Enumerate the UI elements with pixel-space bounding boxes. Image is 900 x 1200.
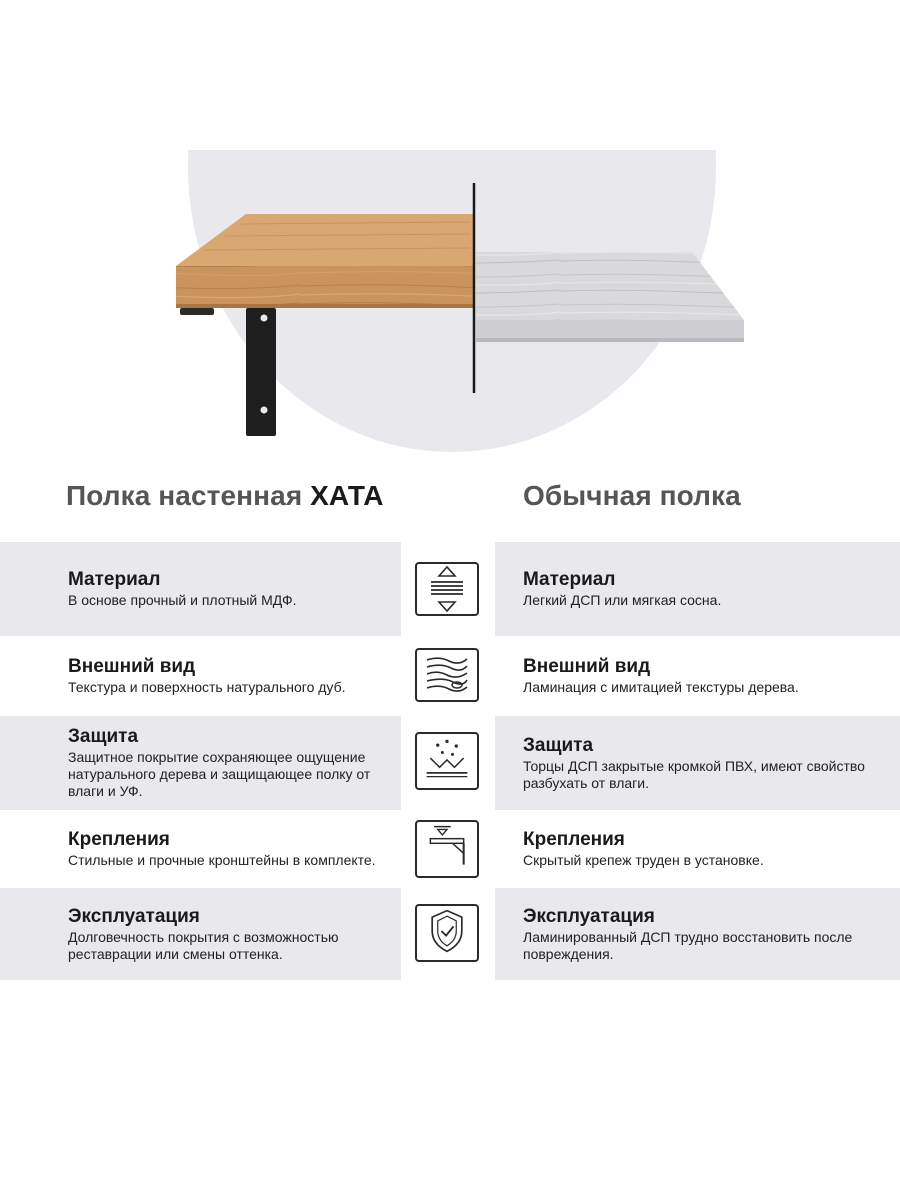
regular-card xyxy=(495,810,900,888)
card-title: Крепления xyxy=(68,829,170,850)
card-text: Текстура и поверхность натурального дуб. xyxy=(68,679,346,695)
hero-illustration xyxy=(0,0,900,470)
moisture-protection-icon xyxy=(415,732,479,790)
xata-card xyxy=(0,636,401,716)
card-title: Защита xyxy=(68,726,139,747)
xata-card xyxy=(0,888,401,980)
card-text: Долговечность покрытия с возможностью реставрации или смены оттенка. xyxy=(68,928,339,962)
heading-xata-shelf: Полка настенная ХАТА xyxy=(66,480,384,511)
wall-bracket-icon xyxy=(415,820,479,878)
card-title: Материал xyxy=(68,569,161,590)
comparison-row-usage xyxy=(0,888,900,980)
grey-shelf-top xyxy=(476,252,744,320)
card-title: Эксплуатация xyxy=(68,905,200,927)
shelf-comparison-image xyxy=(0,0,900,470)
card-title: Эксплуатация xyxy=(523,905,655,927)
shelf-bracket xyxy=(246,308,276,436)
comparison-row-protection xyxy=(0,716,900,810)
wood-grain-icon xyxy=(415,648,479,702)
shield-check-icon xyxy=(415,904,479,962)
xata-card xyxy=(0,810,401,888)
oak-shelf-top xyxy=(176,214,474,266)
xata-card xyxy=(0,542,401,636)
regular-card xyxy=(495,542,900,636)
comparison-row-appearance xyxy=(0,636,900,716)
xata-card xyxy=(0,716,401,810)
card-text: Ламинация с имитацией текстуры дерева. xyxy=(523,679,799,695)
regular-card xyxy=(495,716,900,810)
card-text: Скрытый крепеж труден в установке. xyxy=(523,852,764,868)
heading-regular-shelf: Обычная полка xyxy=(523,480,741,511)
card-title: Защита xyxy=(523,734,594,756)
regular-card xyxy=(495,636,900,716)
card-text: В основе прочный и плотный МДФ. xyxy=(68,592,297,608)
layers-compress-icon xyxy=(415,562,479,616)
oak-shelf-front xyxy=(176,266,474,308)
regular-card xyxy=(495,888,900,980)
card-title: Внешний вид xyxy=(68,656,196,677)
card-text: Торцы ДСП закрытые кромкой ПВХ, имеют свойство разбухать от влаги. xyxy=(523,757,865,791)
card-text: Защитное покрытие сохраняющее ощущение натурального дерева и защищающее полку от влаги и УФ. xyxy=(68,749,371,799)
brand-name: ХАТА xyxy=(310,480,384,511)
card-title: Крепления xyxy=(523,829,625,850)
comparison-row-mounting xyxy=(0,810,900,888)
card-text: Стильные и прочные кронштейны в комплекте. xyxy=(68,852,376,868)
card-title: Внешний вид xyxy=(523,656,651,677)
card-text: Легкий ДСП или мягкая сосна. xyxy=(523,592,722,608)
card-text: Ламинированный ДСП трудно восстановить после повреждения. xyxy=(523,928,853,962)
comparison-row-material xyxy=(0,542,900,636)
card-title: Материал xyxy=(523,569,616,590)
